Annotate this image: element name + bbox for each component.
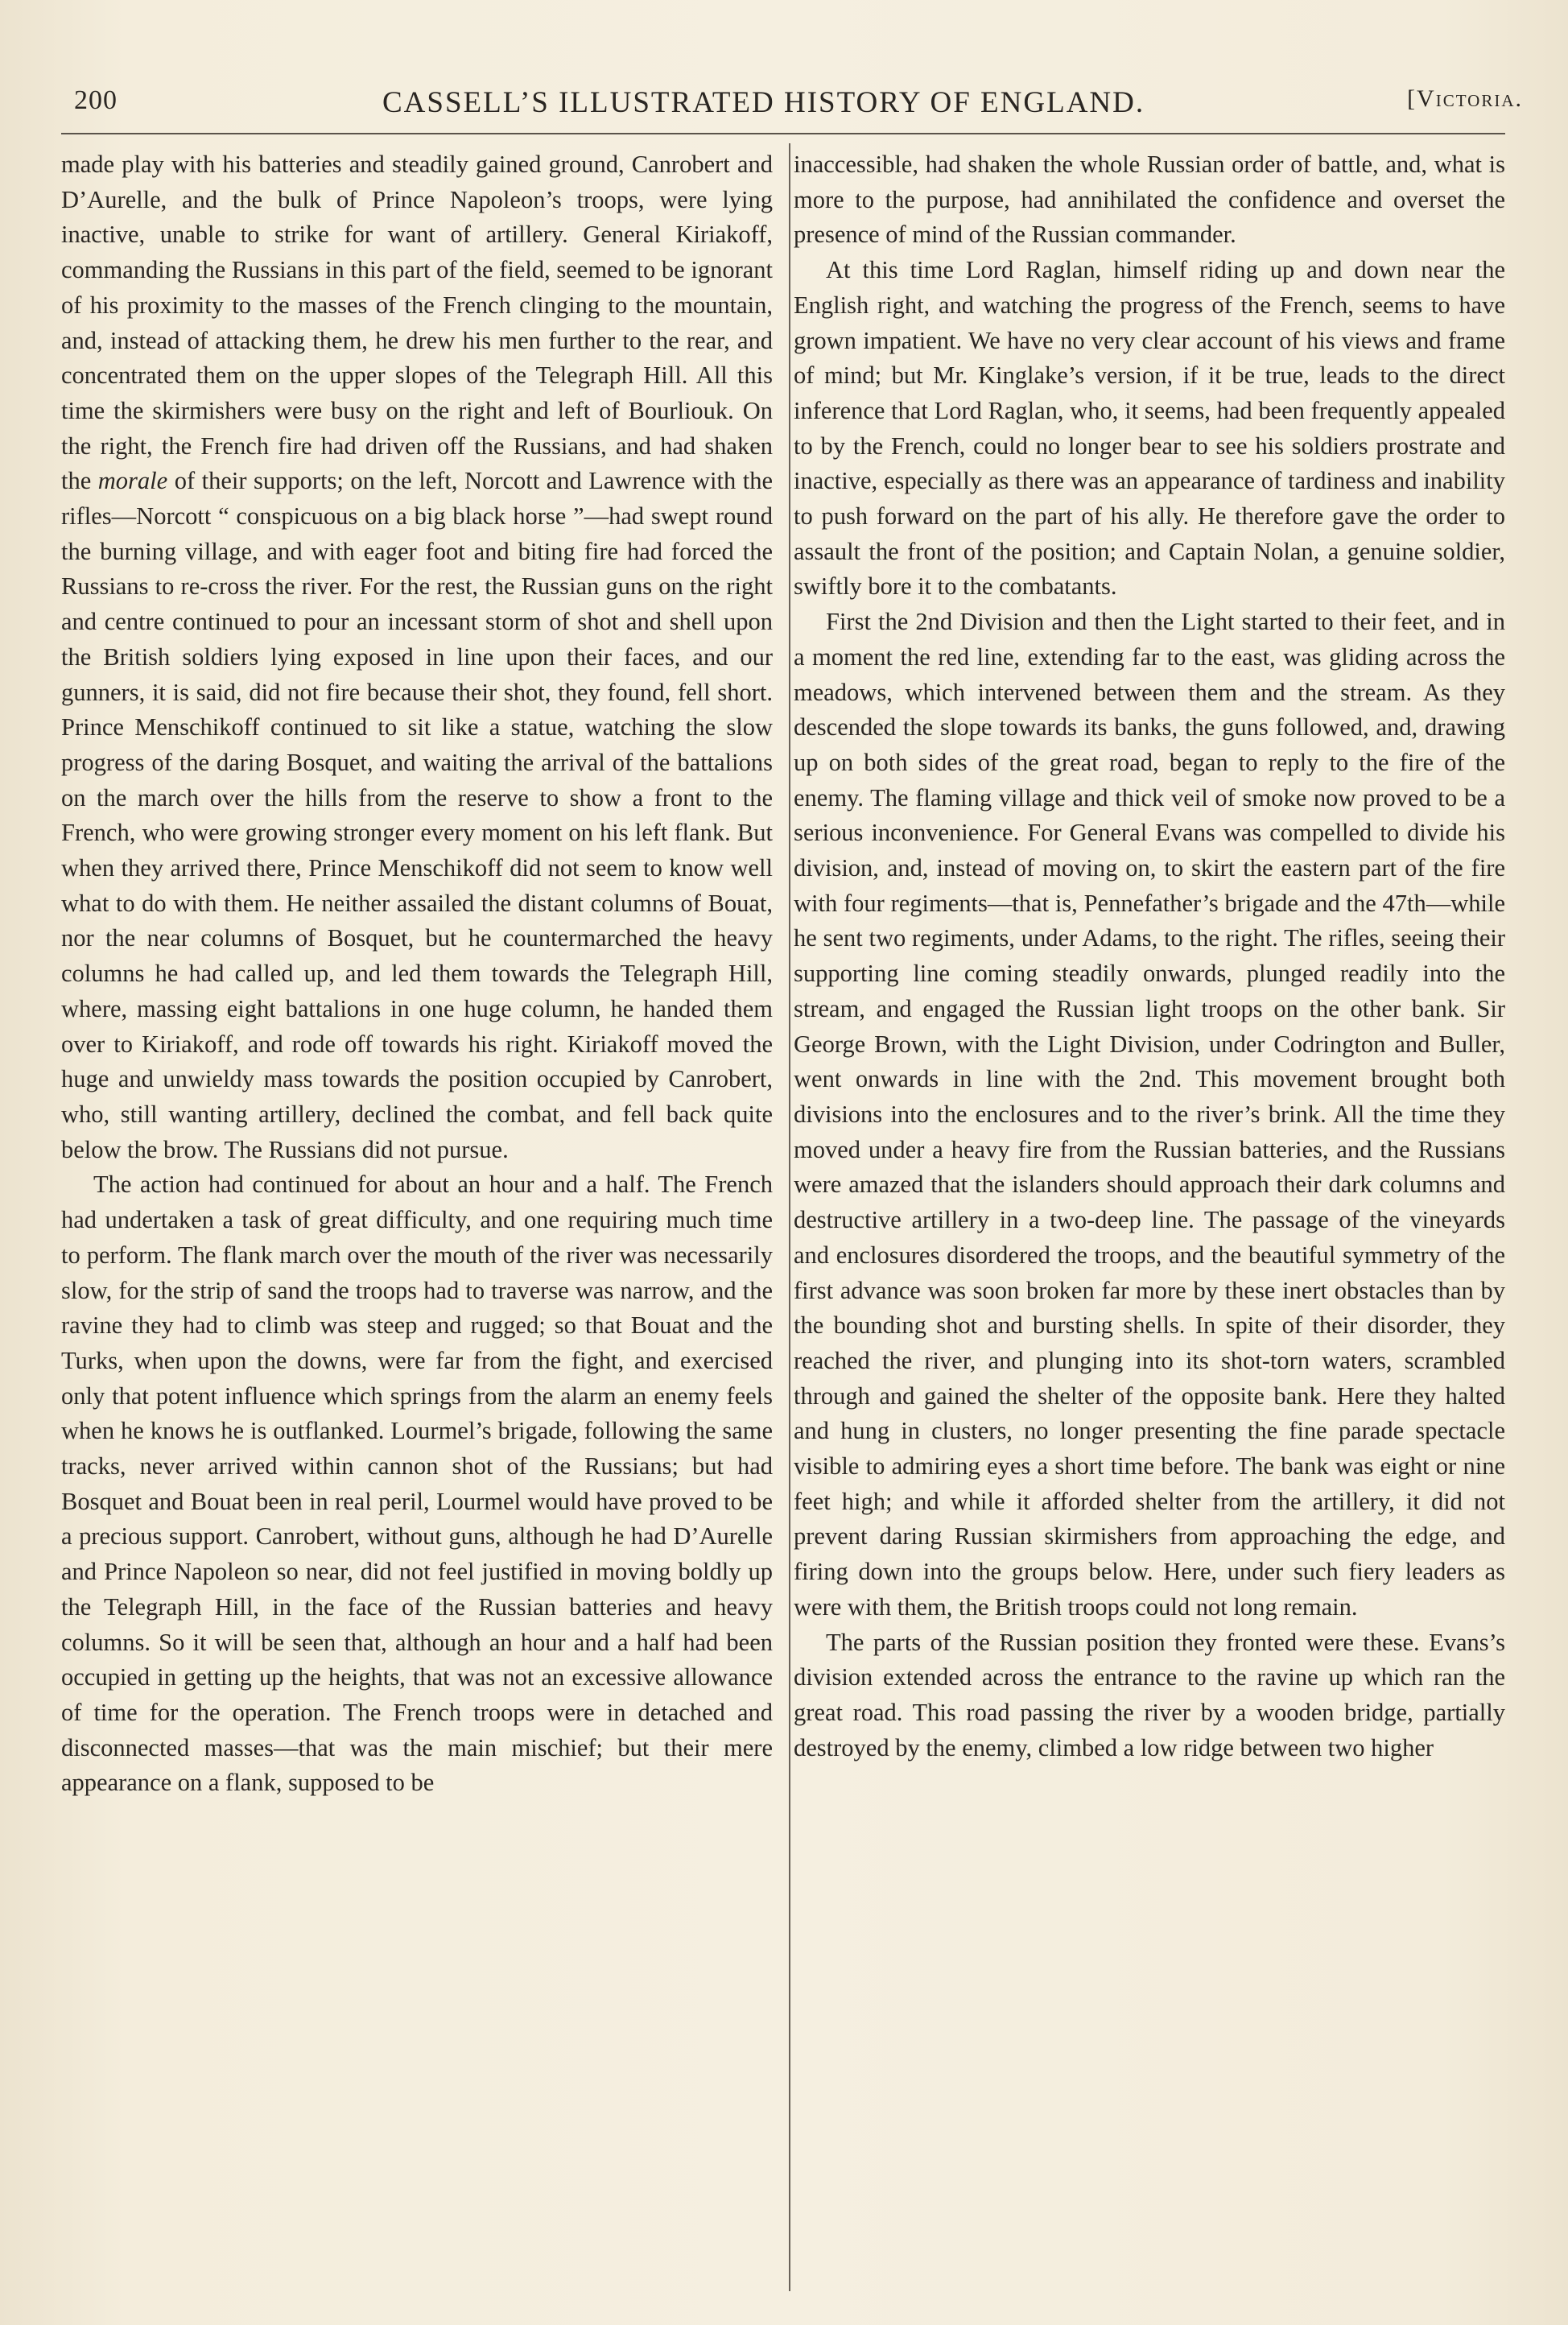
- left-column: [61, 147, 773, 1801]
- page-number: 200: [74, 85, 118, 115]
- left-paragraph-1: [61, 147, 773, 1167]
- right-column: [794, 147, 1505, 1765]
- section-label: [Victoria.: [1407, 85, 1523, 112]
- left-paragraph-2: The action had continued for about an hour and a half. The French had undertaken a task of great difficulty, and one requiring much time to perform. The flank march over the mouth of the river was necessarily slow, for the strip of sand the troops had to traverse was narrow, and the ravine they had to climb was steep and rugged; so that Bouat and the Turks, when upon the downs, were far from the fight, and exercised only that potent influence which springs from the alarm an enemy feels when he knows he is outflanked. Lourmel’s brigade, following the same tracks, never arrived within cannon shot of the Russians; but had Bosquet and Bouat been in real peril, Lourmel would have proved to be a precious support. Canrobert, without guns, although he had D’Aurelle and Prince Napoleon so near, did not feel justified in moving boldly up the Telegraph Hill, in the face of the Russian batteries and heavy columns. So it will be seen that, although an hour and a half had been occupied in getting up the heights, that was not an excessive allowance of time for the operation. The French troops were in detached and disconnected masses—that was the main mischief; but their mere appearance on a flank, supposed to be: [61, 1171, 773, 1797]
- left-paragraph-1-italic: morale: [97, 467, 168, 495]
- right-paragraph-3: First the 2nd Division and then the Light started to their feet, and in a moment the red line, extending far to the east, was gliding across the meadows, which intervened between them and the stream. As they descended the slope towards its banks, the guns followed, and, drawing up on both sides of the great road, began to reply to the fire of the enemy. The flaming village and thick veil of smoke now proved to be a serious inconvenience. For General Evans was compelled to divide his division, and, instead of moving on, to skirt the eastern part of the fire with four regiments—that is, Pennefather’s brigade and the 47th—while he sent two regiments, under Adams, to the right. The rifles, seeing their supporting line coming steadily onwards, plunged readily into the stream, and engaged the Russian light troops on the other bank. Sir George Brown, with the Light Division, under Codrington and Buller, went onwards in line with the 2nd. This movement brought both divisions into the enclosures and to the river’s brink. All the time they moved under a heavy fire from the Russian batteries, and the Russians were amazed that the islanders should approach their dark columns and destructive artillery in a two-deep line. The passage of the vineyards and enclosures disordered the troops, and the beautiful symmetry of the first advance was soon broken far more by these inert obstacles than by the bounding shot and bursting shells. In spite of their disorder, they reached the river, and plunging into its shot-torn waters, scrambled through and gained the shelter of the opposite bank. Here they halted and hung in clusters, no longer presenting the fine parade spectacle visible to admiring eyes a short time before. The bank was eight or nine feet high; and while it afforded shelter from the artillery, it did not prevent daring Russian skirmishers from approaching the edge, and firing down into the groups below. Here, under such fiery leaders as were with them, the British troops could not long remain.: [794, 608, 1505, 1621]
- header-rule: [61, 133, 1505, 134]
- right-paragraph-1: inaccessible, had shaken the whole Russian order of battle, and, what is more to the purpose, had annihilated the confidence and overset the presence of mind of the Russian commander.: [794, 151, 1505, 249]
- left-paragraph-1-text-b: of their supports; on the left, Norcott and Lawrence with the rifles—Norcott “ conspicuous on a big black horse ”—had swept round the burning village, and with eager foot and biting fire had forced the Russians to re-cross the river. For the rest, the Russian guns on the right and centre continued to pour an incessant storm of shot and shell upon the British soldiers lying exposed in line upon their faces, and our gunners, it is said, did not fire because their shot, they found, fell short. Prince Menschikoff continued to sit like a statue, watching the slow progress of the daring Bosquet, and waiting the arrival of the battalions on the march over the hills from the reserve to show a front to the French, who were growing stronger every moment on his left flank. But when they arrived there, Prince Menschikoff did not seem to know well what to do with them. He neither assailed the distant columns of Bouat, nor the near columns of Bosquet, but he countermarched the heavy columns he had called up, and led them towards the Telegraph Hill, where, massing eight battalions in one huge column, he handed them over to Kiriakoff, and rode off towards his right. Kiriakoff moved the huge and unwieldy mass towards the position occupied by Canrobert, who, still wanting artillery, declined the combat, and fell back quite below the brow. The Russians did not pursue.: [61, 467, 773, 1163]
- right-paragraph-2: At this time Lord Raglan, himself riding up and down near the English right, and watching the progress of the French, seems to have grown impatient. We have no very clear account of his views and frame of mind; but Mr. Kinglake’s version, if it be true, leads to the direct inference that Lord Raglan, who, it seems, had been frequently appealed to by the French, could no longer bear to see his soldiers prostrate and inactive, especially as there was an appearance of tardiness and inability to push forward on the part of his ally. He therefore gave the order to assault the front of the position; and Captain Nolan, a genuine soldier, swiftly bore it to the combatants.: [794, 256, 1505, 601]
- left-paragraph-1-text-a: made play with his batteries and steadily gained ground, Canrobert and D’Aurelle, and the bulk of Prince Napoleon’s troops, were lying inactive, unable to strike for want of artillery. General Kiriakoff, commanding the Russians in this part of the field, seemed to be ignorant of his proximity to the masses of the French clinging to the mountain, and, instead of attacking them, he drew his men further to the rear, and concentrated them on the upper slopes of the Telegraph Hill. All this time the skirmishers were busy on the right and left of Bourliouk. On the right, the French fire had driven off the Russians, and had shaken the: [61, 151, 773, 495]
- right-paragraph-4: The parts of the Russian position they fronted were these. Evans’s division extended across the entrance to the ravine up which ran the great road. This road passing the river by a wooden bridge, partially destroyed by the enemy, climbed a low ridge between two higher: [794, 1628, 1505, 1761]
- running-title: CASSELL’S ILLUSTRATED HISTORY OF ENGLAND.: [382, 86, 1145, 119]
- running-head: [56, 82, 1523, 122]
- column-rule: [789, 143, 790, 2291]
